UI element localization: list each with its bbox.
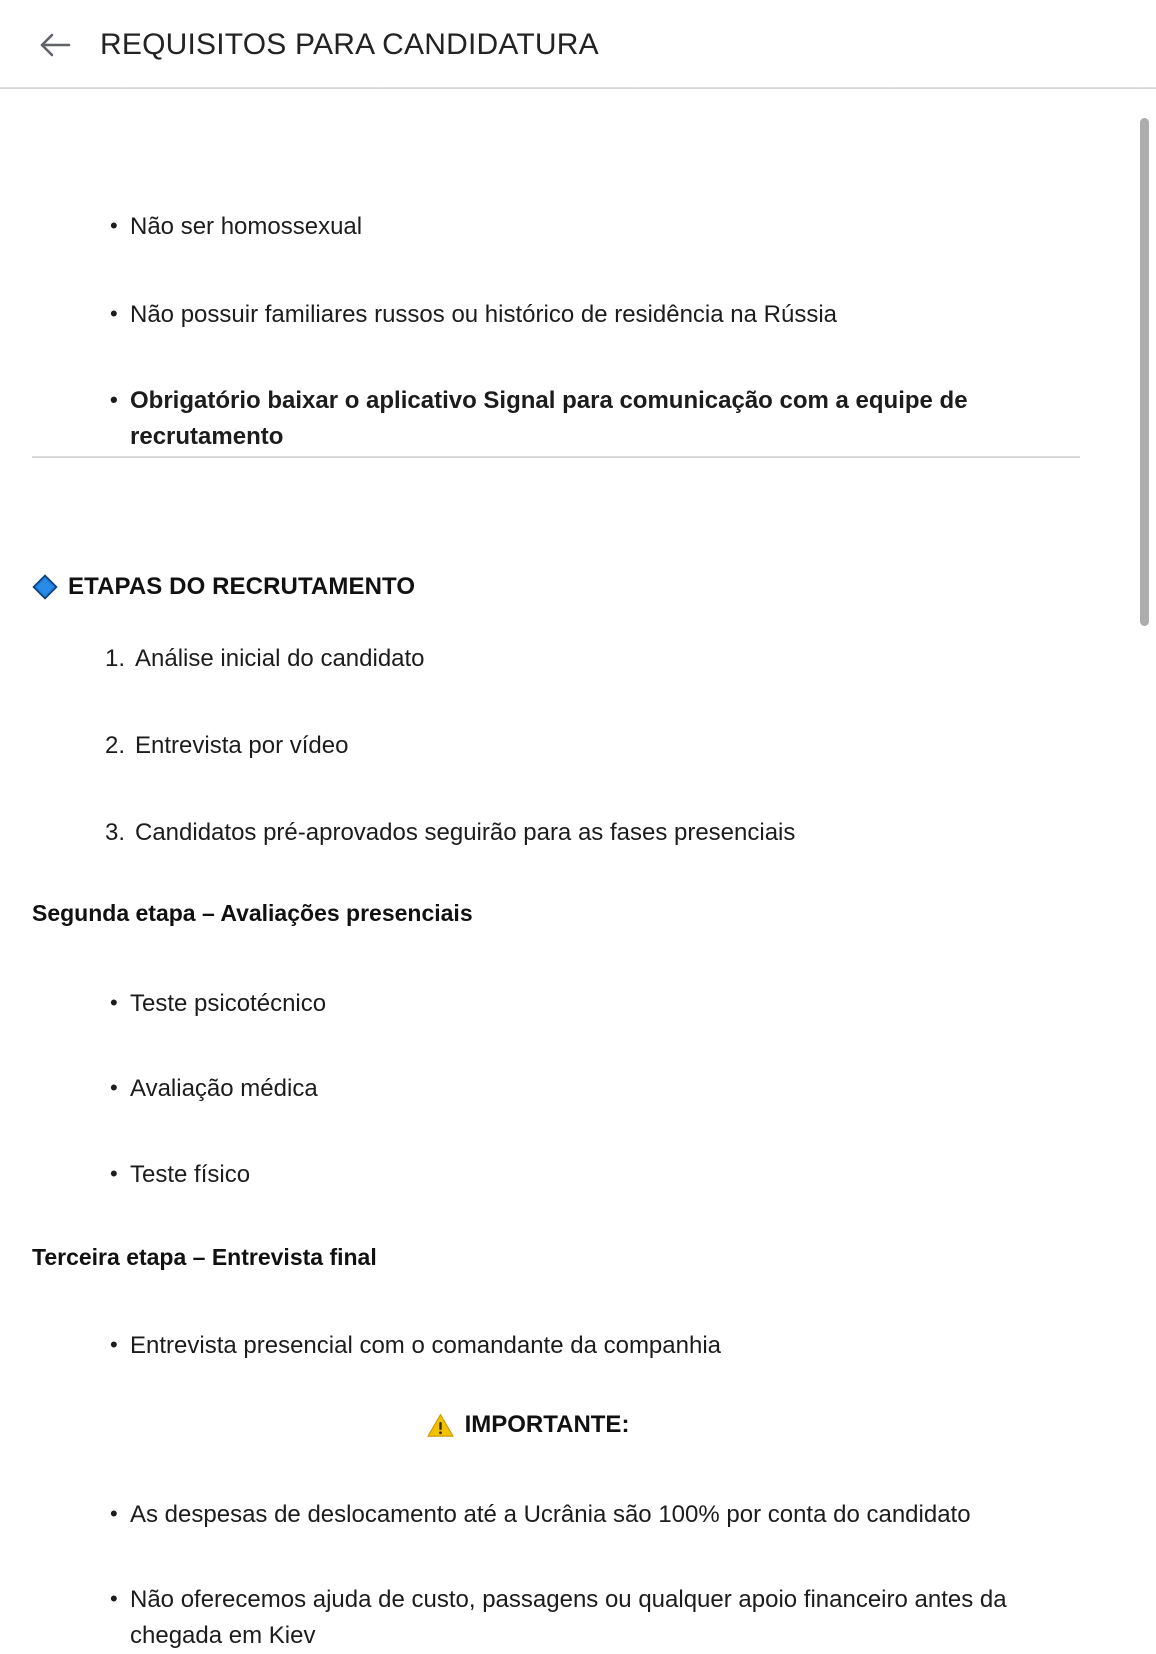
list-item [0,383,1156,455]
list-item [0,1328,1156,1364]
list-item-text: Não ser homossexual [130,213,363,240]
bullet-icon: • [110,301,118,326]
list-item-text: Entrevista presencial com o comandante da companhia [130,1332,721,1359]
list-item-text: Obrigatório baixar o aplicativo Signal para comunicação com a equipe de recrutamento [130,387,968,450]
list-item-text: Não possuir familiares russos ou histórico de residência na Rússia [130,301,837,328]
list-item-number: 2. [105,732,126,759]
vertical-scrollbar[interactable] [1134,92,1156,1600]
list-item [0,728,1156,764]
list-item [0,815,1156,851]
warning-triangle-icon [427,1413,454,1438]
list-item-text: As despesas de deslocamento até a Ucrânia são 100% por conta do candidato [130,1501,971,1528]
important-notice [0,1411,1156,1439]
app-header [0,0,1156,89]
important-label: IMPORTANTE: [464,1411,630,1438]
page-title: REQUISITOS PARA CANDIDATURA [100,27,599,61]
bullet-icon: • [110,990,118,1015]
list-item [0,1582,1156,1654]
list-item [0,986,1156,1022]
stages-heading [0,573,1156,601]
list-item-text: Análise inicial do candidato [135,645,425,672]
back-arrow-icon [38,30,72,60]
bullet-icon: • [110,213,118,238]
list-item-text: Entrevista por vídeo [135,732,349,759]
bullet-icon: • [110,1161,118,1186]
blue-diamond-icon [32,574,58,600]
list-item-number: 1. [105,645,126,672]
bullet-icon: • [110,387,118,412]
list-item [0,1071,1156,1107]
list-item [0,1497,1156,1533]
list-item-text: Teste psicotécnico [130,990,327,1017]
list-item-text: Não oferecemos ajuda de custo, passagens ou qualquer apoio financeiro antes da chegada em Kiev [130,1586,1007,1649]
section-divider [32,456,1080,458]
third-stage-heading: Terceira etapa – Entrevista final [32,1244,377,1270]
bullet-icon: • [110,1075,118,1100]
back-button[interactable] [34,24,76,66]
list-item [0,1157,1156,1193]
list-item-text: Avaliação médica [130,1075,318,1102]
header-divider [0,87,1156,89]
list-item-text: Candidatos pré-aprovados seguirão para as fases presenciais [135,819,796,846]
bullet-icon: • [110,1586,118,1611]
list-item [0,297,1156,333]
second-stage-heading: Segunda etapa – Avaliações presenciais [32,900,473,926]
stages-heading-label: ETAPAS DO RECRUTAMENTO [68,573,416,600]
list-item-text: Teste físico [130,1161,251,1188]
scrollbar-thumb[interactable] [1140,118,1149,626]
list-item [0,641,1156,677]
bullet-icon: • [110,1501,118,1526]
list-item [0,209,1156,245]
bullet-icon: • [110,1332,118,1357]
list-item-number: 3. [105,819,126,846]
